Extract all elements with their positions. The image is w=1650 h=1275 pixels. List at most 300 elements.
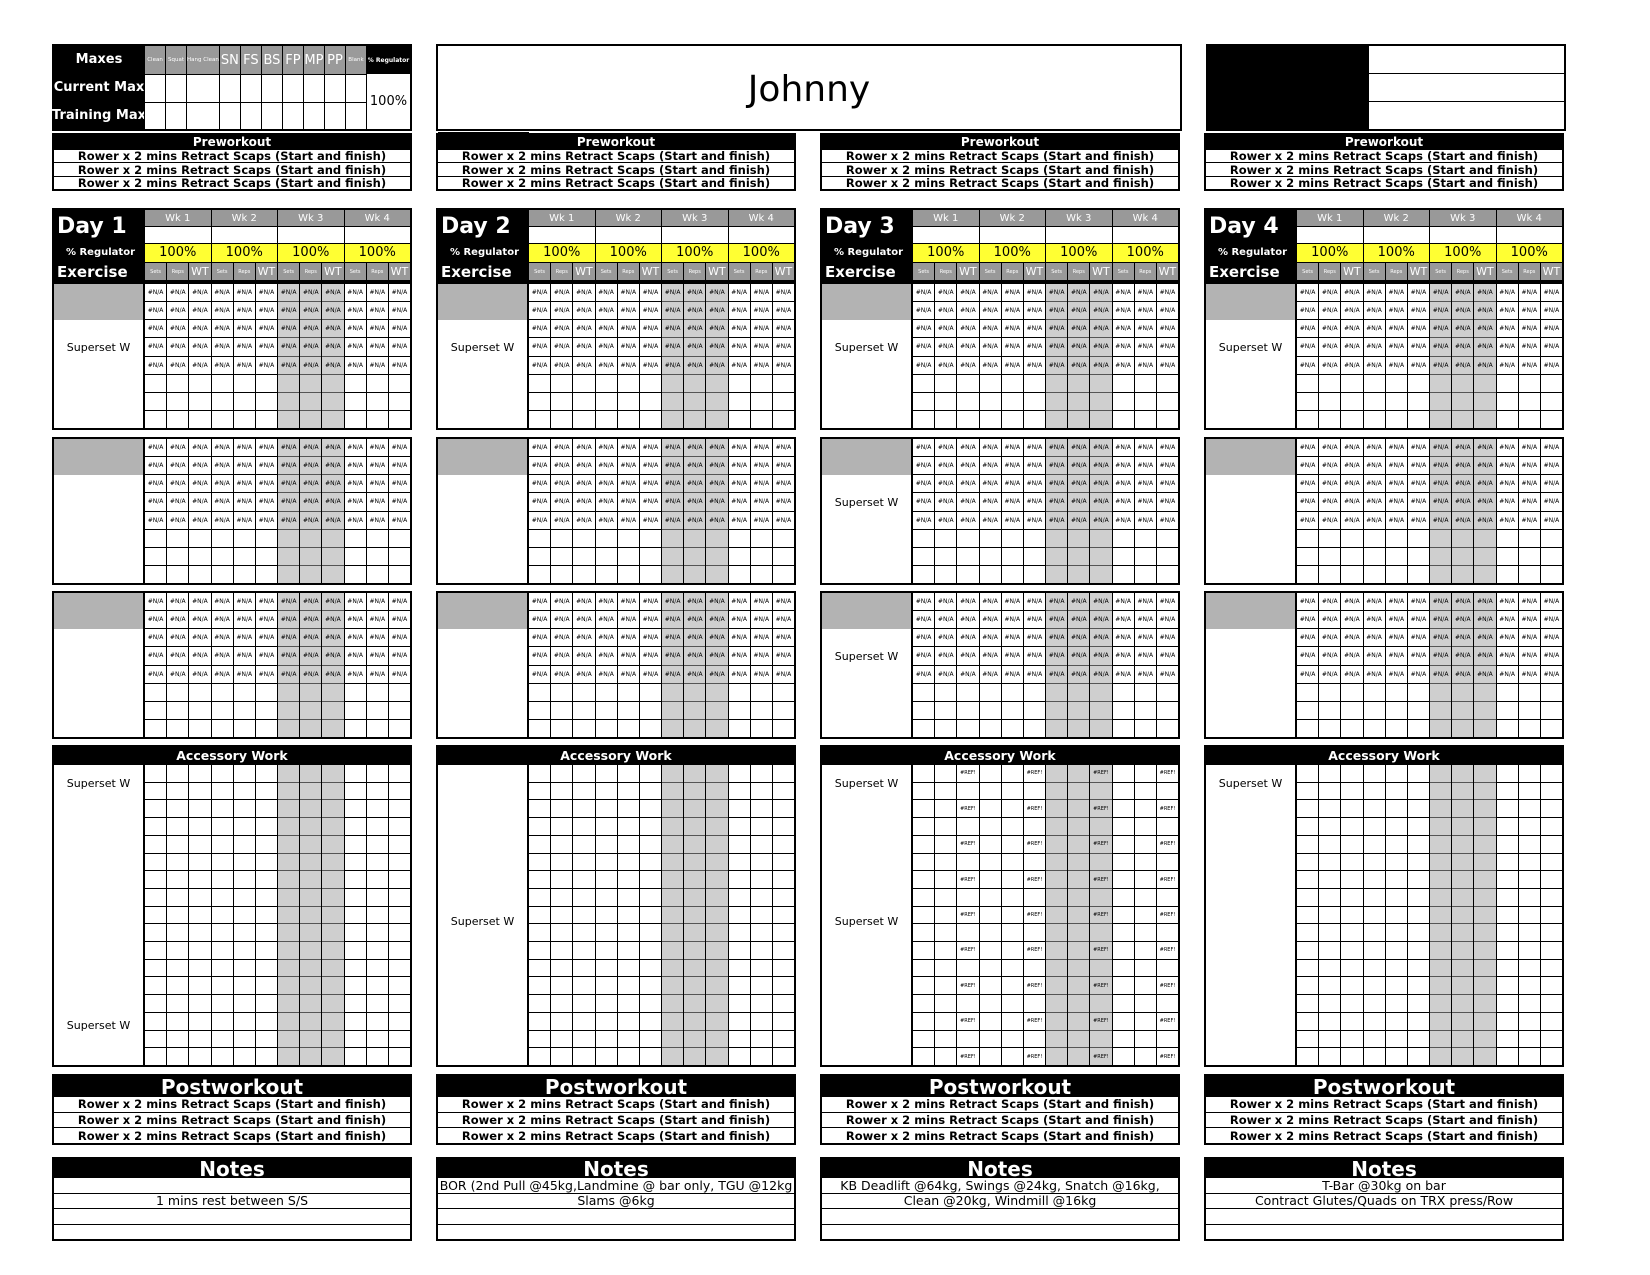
- grid-cell[interactable]: #N/A: [300, 319, 321, 337]
- grid-cell[interactable]: #N/A: [391, 598, 408, 606]
- accessory-cell[interactable]: [573, 976, 594, 994]
- grid-cell[interactable]: #N/A: [529, 319, 550, 337]
- grid-cell[interactable]: #N/A: [214, 289, 230, 297]
- grid-cell[interactable]: #N/A: [1364, 356, 1385, 374]
- grid-cell[interactable]: [1408, 529, 1429, 547]
- grid-cell[interactable]: [1046, 565, 1067, 583]
- grid-cell[interactable]: [684, 410, 705, 428]
- grid-cell[interactable]: #N/A: [278, 511, 299, 529]
- accessory-cell[interactable]: [729, 799, 750, 817]
- accessory-cell[interactable]: [935, 1030, 956, 1048]
- accessory-cell[interactable]: [1452, 853, 1473, 871]
- accessory-cell[interactable]: [913, 835, 934, 853]
- grid-cell[interactable]: #N/A: [731, 444, 747, 452]
- accessory-cell[interactable]: [1297, 1047, 1318, 1065]
- grid-cell[interactable]: [278, 529, 299, 547]
- grid-cell[interactable]: [1474, 410, 1495, 428]
- grid-cell[interactable]: #N/A: [1135, 511, 1156, 529]
- grid-cell[interactable]: #N/A: [1519, 474, 1540, 492]
- accessory-cell[interactable]: [935, 835, 956, 853]
- grid-cell[interactable]: #N/A: [1113, 474, 1134, 492]
- accessory-cell[interactable]: [1452, 782, 1473, 800]
- grid-cell[interactable]: #N/A: [145, 628, 166, 646]
- accessory-cell[interactable]: [389, 853, 410, 871]
- grid-cell[interactable]: #N/A: [576, 289, 592, 297]
- accessory-cell[interactable]: [1519, 906, 1540, 924]
- grid-cell[interactable]: #N/A: [1410, 598, 1427, 606]
- grid-cell[interactable]: [322, 565, 343, 583]
- accessory-cell[interactable]: [706, 782, 727, 800]
- grid-cell[interactable]: [1068, 529, 1089, 547]
- accessory-cell[interactable]: [1452, 1047, 1473, 1065]
- accessory-cell[interactable]: [345, 994, 366, 1012]
- grid-cell[interactable]: #N/A: [1408, 456, 1429, 474]
- accessory-cell[interactable]: [935, 994, 956, 1012]
- accessory-cell[interactable]: [1113, 959, 1134, 977]
- grid-cell[interactable]: #N/A: [729, 610, 750, 628]
- accessory-cell[interactable]: [980, 959, 1001, 977]
- accessory-cell[interactable]: [212, 870, 233, 888]
- accessory-cell[interactable]: [706, 923, 727, 941]
- accessory-cell[interactable]: [1113, 835, 1134, 853]
- grid-cell[interactable]: [1113, 683, 1134, 701]
- accessory-cell[interactable]: [935, 870, 956, 888]
- grid-cell[interactable]: #N/A: [620, 289, 637, 297]
- grid-cell[interactable]: [957, 565, 978, 583]
- grid-cell[interactable]: #N/A: [1386, 511, 1407, 529]
- accessory-cell[interactable]: [640, 870, 661, 888]
- grid-cell[interactable]: #N/A: [664, 289, 681, 297]
- grid-cell[interactable]: #N/A: [620, 598, 637, 606]
- grid-cell[interactable]: #N/A: [189, 356, 210, 374]
- grid-cell[interactable]: [618, 392, 639, 410]
- grid-cell[interactable]: #N/A: [1454, 444, 1471, 452]
- accessory-cell[interactable]: [1157, 994, 1178, 1012]
- accessory-cell[interactable]: [389, 959, 410, 977]
- grid-cell[interactable]: #N/A: [1499, 598, 1515, 606]
- grid-cell[interactable]: #N/A: [1046, 319, 1067, 337]
- accessory-cell[interactable]: [913, 1047, 934, 1065]
- grid-cell[interactable]: #N/A: [529, 456, 550, 474]
- accessory-cell[interactable]: [389, 765, 410, 782]
- accessory-cell[interactable]: [145, 959, 166, 977]
- accessory-cell[interactable]: [1519, 782, 1540, 800]
- accessory-cell[interactable]: [189, 976, 210, 994]
- grid-cell[interactable]: #N/A: [729, 628, 750, 646]
- grid-cell[interactable]: [1090, 392, 1111, 410]
- accessory-cell[interactable]: [751, 765, 772, 782]
- accessory-cell[interactable]: [773, 1030, 794, 1048]
- grid-cell[interactable]: #N/A: [234, 456, 255, 474]
- current-max-cell[interactable]: [220, 74, 240, 102]
- grid-cell[interactable]: [234, 529, 255, 547]
- accessory-cell[interactable]: [751, 994, 772, 1012]
- grid-cell[interactable]: [1364, 374, 1385, 392]
- grid-cell[interactable]: [1430, 374, 1451, 392]
- accessory-cell[interactable]: [1024, 888, 1045, 906]
- accessory-cell[interactable]: [662, 888, 683, 906]
- grid-cell[interactable]: [212, 719, 233, 737]
- grid-cell[interactable]: #N/A: [1024, 628, 1045, 646]
- accessory-cell[interactable]: [1452, 1030, 1473, 1048]
- grid-cell[interactable]: [980, 374, 1001, 392]
- accessory-cell[interactable]: [300, 1047, 321, 1065]
- grid-cell[interactable]: #N/A: [1341, 356, 1362, 374]
- grid-cell[interactable]: #N/A: [1388, 444, 1405, 452]
- grid-cell[interactable]: [1046, 374, 1067, 392]
- grid-cell[interactable]: [551, 410, 572, 428]
- exercise-name-cell[interactable]: [438, 284, 527, 320]
- accessory-cell[interactable]: [773, 888, 794, 906]
- accessory-cell[interactable]: [1474, 1047, 1495, 1065]
- grid-cell[interactable]: #N/A: [1135, 456, 1156, 474]
- accessory-cell[interactable]: [1157, 1030, 1178, 1048]
- grid-cell[interactable]: #N/A: [684, 511, 705, 529]
- accessory-cell[interactable]: [1297, 976, 1318, 994]
- grid-cell[interactable]: #N/A: [1452, 610, 1473, 628]
- accessory-cell[interactable]: [980, 1047, 1001, 1065]
- accessory-cell[interactable]: [1430, 976, 1451, 994]
- grid-cell[interactable]: #N/A: [1430, 492, 1451, 510]
- grid-cell[interactable]: #N/A: [167, 301, 188, 319]
- accessory-cell[interactable]: [980, 817, 1001, 835]
- grid-cell[interactable]: #N/A: [212, 474, 233, 492]
- accessory-cell[interactable]: [551, 1030, 572, 1048]
- accessory-cell[interactable]: [1497, 782, 1518, 800]
- grid-cell[interactable]: #N/A: [367, 610, 388, 628]
- grid-cell[interactable]: [1319, 547, 1340, 565]
- grid-cell[interactable]: #N/A: [529, 646, 550, 664]
- grid-cell[interactable]: [1090, 529, 1111, 547]
- accessory-cell[interactable]: [684, 799, 705, 817]
- accessory-cell[interactable]: [1474, 976, 1495, 994]
- grid-cell[interactable]: [1024, 374, 1045, 392]
- grid-cell[interactable]: [1497, 392, 1518, 410]
- accessory-cell[interactable]: [706, 994, 727, 1012]
- grid-cell[interactable]: #N/A: [596, 665, 617, 683]
- accessory-cell[interactable]: [1474, 835, 1495, 853]
- grid-cell[interactable]: [618, 547, 639, 565]
- grid-cell[interactable]: #N/A: [753, 444, 770, 452]
- grid-cell[interactable]: [1297, 529, 1318, 547]
- week-blank-cell[interactable]: [277, 227, 344, 243]
- accessory-cell[interactable]: [1430, 817, 1451, 835]
- grid-cell[interactable]: #N/A: [1430, 511, 1451, 529]
- accessory-cell[interactable]: #REF!: [1157, 1012, 1178, 1030]
- exercise-name-cell[interactable]: [822, 284, 911, 320]
- accessory-cell[interactable]: [1319, 765, 1340, 782]
- accessory-cell[interactable]: [618, 817, 639, 835]
- grid-cell[interactable]: #N/A: [345, 492, 366, 510]
- accessory-cell[interactable]: [189, 1030, 210, 1048]
- grid-cell[interactable]: #N/A: [1046, 456, 1067, 474]
- grid-cell[interactable]: #N/A: [1297, 319, 1318, 337]
- accessory-cell[interactable]: [751, 835, 772, 853]
- grid-cell[interactable]: #N/A: [1068, 492, 1089, 510]
- accessory-cell[interactable]: [1408, 994, 1429, 1012]
- grid-cell[interactable]: #N/A: [1070, 289, 1087, 297]
- accessory-cell[interactable]: [1135, 1012, 1156, 1030]
- accessory-cell[interactable]: [1497, 994, 1518, 1012]
- grid-cell[interactable]: #N/A: [913, 665, 934, 683]
- accessory-cell[interactable]: [1497, 1047, 1518, 1065]
- exercise-name-cell[interactable]: [438, 593, 527, 629]
- accessory-cell[interactable]: [1002, 765, 1023, 782]
- grid-cell[interactable]: [913, 410, 934, 428]
- grid-cell[interactable]: #N/A: [189, 456, 210, 474]
- accessory-cell[interactable]: [640, 1030, 661, 1048]
- grid-cell[interactable]: #N/A: [1159, 289, 1176, 297]
- grid-cell[interactable]: [1341, 683, 1362, 701]
- grid-cell[interactable]: #N/A: [1297, 337, 1318, 355]
- grid-cell[interactable]: [684, 374, 705, 392]
- accessory-cell[interactable]: [389, 1047, 410, 1065]
- grid-cell[interactable]: #N/A: [957, 628, 978, 646]
- accessory-cell[interactable]: [551, 799, 572, 817]
- grid-cell[interactable]: #N/A: [620, 444, 637, 452]
- grid-cell[interactable]: #N/A: [192, 598, 208, 606]
- grid-cell[interactable]: [729, 719, 750, 737]
- accessory-cell[interactable]: [145, 765, 166, 782]
- accessory-cell[interactable]: [1408, 941, 1429, 959]
- grid-cell[interactable]: #N/A: [684, 474, 705, 492]
- grid-cell[interactable]: #N/A: [167, 628, 188, 646]
- grid-cell[interactable]: #N/A: [1135, 492, 1156, 510]
- grid-cell[interactable]: #N/A: [1408, 492, 1429, 510]
- notes-line[interactable]: [54, 1224, 410, 1240]
- grid-cell[interactable]: [1046, 529, 1067, 547]
- grid-cell[interactable]: [913, 374, 934, 392]
- accessory-cell[interactable]: [1452, 870, 1473, 888]
- grid-cell[interactable]: #N/A: [212, 319, 233, 337]
- accessory-cell[interactable]: [1519, 941, 1540, 959]
- notes-line[interactable]: Clean @20kg, Windmill @16kg: [822, 1193, 1178, 1209]
- accessory-cell[interactable]: [1541, 870, 1562, 888]
- grid-cell[interactable]: [212, 529, 233, 547]
- accessory-cell[interactable]: [1541, 941, 1562, 959]
- accessory-cell[interactable]: [596, 765, 617, 782]
- regulator-cell[interactable]: 100%: [1363, 244, 1430, 262]
- accessory-cell[interactable]: [1519, 959, 1540, 977]
- accessory-cell[interactable]: [1046, 799, 1067, 817]
- grid-cell[interactable]: [1157, 547, 1178, 565]
- grid-cell[interactable]: #N/A: [1497, 337, 1518, 355]
- grid-cell[interactable]: [706, 547, 727, 565]
- accessory-cell[interactable]: [345, 1030, 366, 1048]
- accessory-cell[interactable]: [234, 1030, 255, 1048]
- accessory-cell[interactable]: [322, 870, 343, 888]
- grid-cell[interactable]: #N/A: [1454, 598, 1471, 606]
- accessory-cell[interactable]: #REF!: [957, 870, 978, 888]
- grid-cell[interactable]: #N/A: [1068, 319, 1089, 337]
- grid-cell[interactable]: [773, 701, 794, 719]
- grid-cell[interactable]: #N/A: [1319, 511, 1340, 529]
- accessory-cell[interactable]: [1046, 1047, 1067, 1065]
- grid-cell[interactable]: [1135, 719, 1156, 737]
- grid-cell[interactable]: [1430, 529, 1451, 547]
- accessory-cell[interactable]: [278, 1012, 299, 1030]
- accessory-cell[interactable]: [345, 799, 366, 817]
- grid-cell[interactable]: #N/A: [1341, 301, 1362, 319]
- grid-cell[interactable]: #N/A: [234, 301, 255, 319]
- accessory-cell[interactable]: [935, 853, 956, 871]
- accessory-cell[interactable]: [1319, 959, 1340, 977]
- accessory-cell[interactable]: [1430, 1012, 1451, 1030]
- grid-cell[interactable]: #N/A: [751, 356, 772, 374]
- grid-cell[interactable]: #N/A: [684, 301, 705, 319]
- grid-cell[interactable]: #N/A: [1026, 289, 1043, 297]
- grid-cell[interactable]: #N/A: [773, 628, 794, 646]
- accessory-cell[interactable]: [1430, 888, 1451, 906]
- accessory-cell[interactable]: [751, 1047, 772, 1065]
- grid-cell[interactable]: #N/A: [684, 665, 705, 683]
- grid-cell[interactable]: [1113, 529, 1134, 547]
- accessory-cell[interactable]: [167, 923, 188, 941]
- grid-cell[interactable]: [529, 410, 550, 428]
- grid-cell[interactable]: #N/A: [1319, 456, 1340, 474]
- grid-cell[interactable]: [529, 547, 550, 565]
- accessory-cell[interactable]: [529, 1047, 550, 1065]
- grid-cell[interactable]: [167, 410, 188, 428]
- accessory-cell[interactable]: [957, 782, 978, 800]
- accessory-cell[interactable]: [1386, 853, 1407, 871]
- grid-cell[interactable]: [1452, 701, 1473, 719]
- accessory-cell[interactable]: [234, 976, 255, 994]
- accessory-cell[interactable]: [596, 888, 617, 906]
- accessory-cell[interactable]: [1341, 941, 1362, 959]
- accessory-cell[interactable]: [1002, 870, 1023, 888]
- accessory-cell[interactable]: [1297, 994, 1318, 1012]
- accessory-cell[interactable]: [1519, 1030, 1540, 1048]
- accessory-cell[interactable]: [640, 959, 661, 977]
- accessory-cell[interactable]: [345, 835, 366, 853]
- accessory-cell[interactable]: [189, 906, 210, 924]
- accessory-cell[interactable]: [1430, 941, 1451, 959]
- accessory-cell[interactable]: [189, 853, 210, 871]
- notes-line[interactable]: [438, 1208, 794, 1224]
- accessory-cell[interactable]: [1519, 817, 1540, 835]
- grid-cell[interactable]: [322, 392, 343, 410]
- regulator-cell[interactable]: 100%: [277, 244, 344, 262]
- grid-cell[interactable]: #N/A: [169, 598, 186, 606]
- accessory-cell[interactable]: [729, 941, 750, 959]
- grid-cell[interactable]: #N/A: [551, 492, 572, 510]
- grid-cell[interactable]: #N/A: [709, 598, 725, 606]
- grid-cell[interactable]: #N/A: [706, 628, 727, 646]
- accessory-cell[interactable]: [1452, 1012, 1473, 1030]
- grid-cell[interactable]: [640, 683, 661, 701]
- grid-cell[interactable]: #N/A: [300, 646, 321, 664]
- grid-cell[interactable]: #N/A: [280, 289, 297, 297]
- accessory-cell[interactable]: [1068, 888, 1089, 906]
- grid-cell[interactable]: [1135, 374, 1156, 392]
- grid-cell[interactable]: [596, 410, 617, 428]
- accessory-cell[interactable]: [662, 994, 683, 1012]
- grid-cell[interactable]: #N/A: [325, 598, 341, 606]
- grid-cell[interactable]: #N/A: [1341, 456, 1362, 474]
- grid-cell[interactable]: [573, 565, 594, 583]
- grid-cell[interactable]: [212, 683, 233, 701]
- grid-cell[interactable]: [729, 374, 750, 392]
- accessory-cell[interactable]: [980, 782, 1001, 800]
- grid-cell[interactable]: [935, 410, 956, 428]
- week-blank-cell[interactable]: [528, 227, 595, 243]
- accessory-cell[interactable]: [1474, 959, 1495, 977]
- accessory-cell[interactable]: [729, 994, 750, 1012]
- grid-cell[interactable]: [596, 547, 617, 565]
- grid-cell[interactable]: [551, 392, 572, 410]
- grid-cell[interactable]: #N/A: [1068, 511, 1089, 529]
- grid-cell[interactable]: #N/A: [1519, 511, 1540, 529]
- accessory-cell[interactable]: [1297, 765, 1318, 782]
- accessory-cell[interactable]: [300, 976, 321, 994]
- grid-cell[interactable]: [1541, 547, 1562, 565]
- accessory-cell[interactable]: [1068, 1030, 1089, 1048]
- grid-cell[interactable]: #N/A: [1519, 628, 1540, 646]
- accessory-cell[interactable]: [551, 994, 572, 1012]
- accessory-cell[interactable]: [367, 870, 388, 888]
- accessory-cell[interactable]: [1430, 923, 1451, 941]
- accessory-cell[interactable]: #REF!: [1157, 835, 1178, 853]
- accessory-cell[interactable]: [234, 853, 255, 871]
- grid-cell[interactable]: #N/A: [1135, 610, 1156, 628]
- grid-cell[interactable]: #N/A: [189, 337, 210, 355]
- grid-cell[interactable]: #N/A: [596, 474, 617, 492]
- grid-cell[interactable]: #N/A: [256, 610, 277, 628]
- grid-cell[interactable]: [1408, 392, 1429, 410]
- accessory-cell[interactable]: [573, 994, 594, 1012]
- accessory-cell[interactable]: [1002, 976, 1023, 994]
- grid-cell[interactable]: #N/A: [1297, 610, 1318, 628]
- accessory-cell[interactable]: [1386, 976, 1407, 994]
- accessory-cell[interactable]: #REF!: [957, 906, 978, 924]
- grid-cell[interactable]: #N/A: [935, 646, 956, 664]
- grid-cell[interactable]: #N/A: [751, 665, 772, 683]
- accessory-cell[interactable]: [1135, 888, 1156, 906]
- accessory-cell[interactable]: [367, 799, 388, 817]
- grid-cell[interactable]: [345, 529, 366, 547]
- accessory-cell[interactable]: [935, 799, 956, 817]
- grid-cell[interactable]: [1452, 374, 1473, 392]
- accessory-cell[interactable]: [729, 782, 750, 800]
- grid-cell[interactable]: [167, 683, 188, 701]
- grid-cell[interactable]: [189, 701, 210, 719]
- grid-cell[interactable]: #N/A: [1090, 628, 1111, 646]
- accessory-cell[interactable]: [389, 870, 410, 888]
- grid-cell[interactable]: #N/A: [1386, 492, 1407, 510]
- grid-cell[interactable]: [1135, 392, 1156, 410]
- accessory-cell[interactable]: [662, 870, 683, 888]
- grid-cell[interactable]: [1452, 392, 1473, 410]
- accessory-cell[interactable]: [980, 835, 1001, 853]
- accessory-cell[interactable]: [1408, 906, 1429, 924]
- accessory-cell[interactable]: [1541, 1030, 1562, 1048]
- grid-cell[interactable]: #N/A: [1157, 337, 1178, 355]
- accessory-cell[interactable]: [1541, 994, 1562, 1012]
- grid-cell[interactable]: #N/A: [773, 456, 794, 474]
- grid-cell[interactable]: #N/A: [1068, 610, 1089, 628]
- grid-cell[interactable]: #N/A: [957, 492, 978, 510]
- accessory-cell[interactable]: [1408, 817, 1429, 835]
- grid-cell[interactable]: #N/A: [662, 610, 683, 628]
- grid-cell[interactable]: #N/A: [957, 456, 978, 474]
- accessory-cell[interactable]: [529, 799, 550, 817]
- grid-cell[interactable]: #N/A: [278, 628, 299, 646]
- accessory-cell[interactable]: [1113, 853, 1134, 871]
- grid-cell[interactable]: [729, 392, 750, 410]
- grid-cell[interactable]: #N/A: [1521, 289, 1538, 297]
- grid-cell[interactable]: #N/A: [640, 319, 661, 337]
